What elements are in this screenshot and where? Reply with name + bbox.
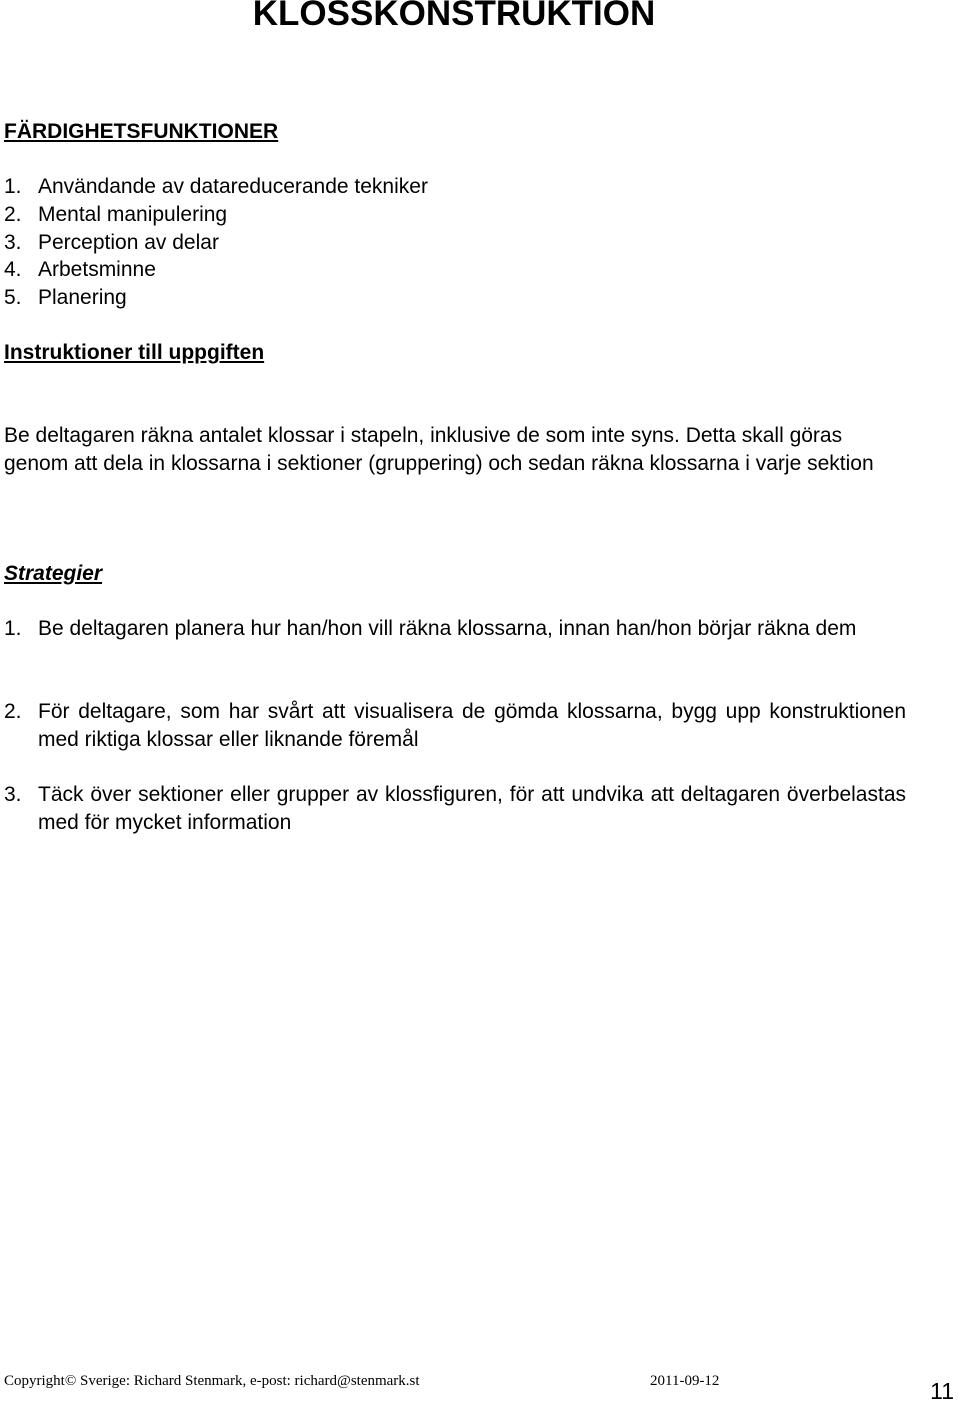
footer-copyright bbox=[4, 1372, 420, 1390]
footer-date: 2011-09-12 bbox=[650, 1373, 720, 1389]
list-item-number: 2. bbox=[4, 202, 22, 226]
list-item-number: 1. bbox=[4, 175, 22, 198]
instructions-text: Be deltagaren räkna antalet klossar i stapeln, inklusive de som inte syns. Detta skall göras genom att dela in klossarna i sektioner (gruppering) och sedan räkna klossarna i varje sektion bbox=[4, 424, 874, 475]
copyright-label: Copyright bbox=[4, 1373, 65, 1389]
page-title: KLOSSKONSTRUKTION bbox=[252, 0, 656, 33]
strategy-number: 1. bbox=[4, 617, 22, 640]
list-item-number: 4. bbox=[4, 258, 22, 282]
strategy-item bbox=[4, 615, 906, 643]
strategy-text: För deltagare, som har svårt att visualisera de gömda klossarna, bygg upp konstruktionen med riktiga klossar eller liknande föremål bbox=[38, 700, 906, 751]
copyright-icon: © bbox=[64, 1373, 77, 1389]
strategy-number: 2. bbox=[4, 700, 22, 723]
list-item bbox=[4, 173, 428, 201]
instructions-heading: Instruktioner till uppgiften bbox=[4, 341, 265, 364]
page-number: 11 bbox=[930, 1378, 954, 1404]
list-item bbox=[4, 229, 428, 257]
copyright-text: Sverige: Richard Stenmark, e-post: richard@stenmark.st bbox=[76, 1373, 420, 1389]
list-item-number: 5. bbox=[4, 286, 22, 310]
strategies-heading: Strategier bbox=[4, 562, 103, 585]
list-item-text: Arbetsminne bbox=[38, 258, 156, 282]
skills-heading: FÄRDIGHETSFUNKTIONER bbox=[4, 120, 279, 143]
strategy-text: Täck över sektioner eller grupper av klossfiguren, för att undvika att deltagaren överbelastas med för mycket information bbox=[38, 783, 906, 834]
skills-list bbox=[4, 173, 428, 312]
list-item-text: Användande av datareducerande tekniker bbox=[38, 175, 428, 198]
list-item-number: 3. bbox=[4, 230, 22, 254]
list-item-text: Mental manipulering bbox=[38, 202, 228, 226]
list-item bbox=[4, 256, 428, 284]
list-item bbox=[4, 201, 428, 229]
list-item bbox=[4, 284, 428, 312]
list-item-text: Perception av delar bbox=[38, 230, 219, 254]
strategy-number: 3. bbox=[4, 783, 22, 806]
list-item-text: Planering bbox=[38, 286, 127, 310]
strategy-item bbox=[4, 781, 906, 837]
strategy-item bbox=[4, 698, 906, 754]
strategy-text: Be deltagaren planera hur han/hon vill räkna klossarna, innan han/hon börjar räkna dem bbox=[38, 617, 857, 640]
